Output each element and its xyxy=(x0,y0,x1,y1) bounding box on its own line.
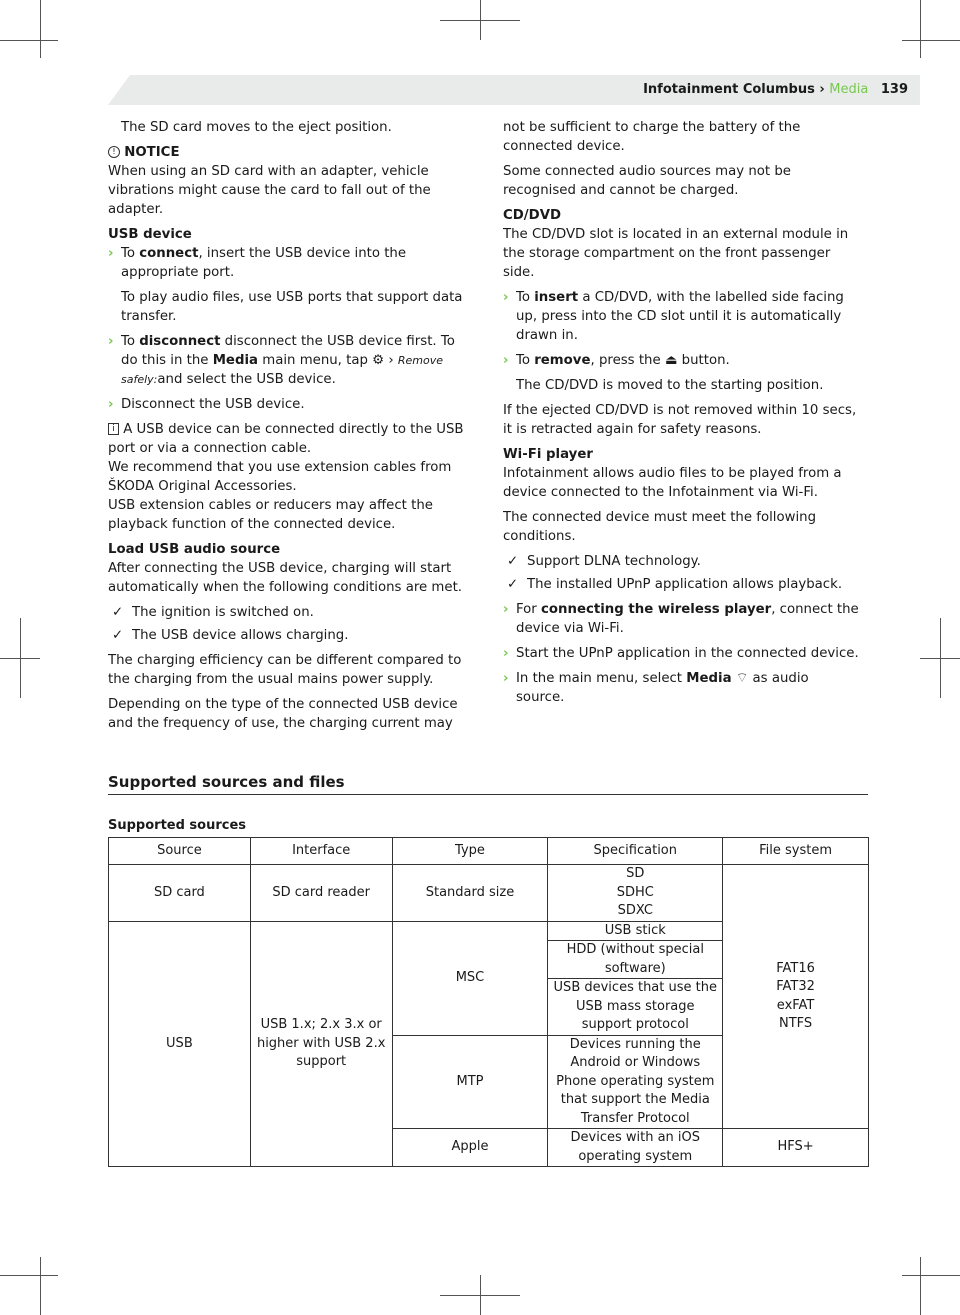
text: Media xyxy=(686,671,732,686)
text: The ignition is switched on. xyxy=(132,605,314,620)
cd-heading: CD/DVD xyxy=(503,208,562,223)
text: Media xyxy=(212,353,259,368)
text: and select the USB device. xyxy=(157,372,336,387)
fs-line: FAT16 xyxy=(776,960,815,976)
info-text-3: USB extension cables or reducers may affect the playback function of the connected device. xyxy=(108,498,433,532)
text: Support DLNA technology. xyxy=(527,554,701,569)
check-icon: ✓ xyxy=(112,628,124,643)
step-arrow-icon: › xyxy=(108,397,114,412)
text: disconnect xyxy=(139,334,221,349)
column-header: Source xyxy=(109,838,251,865)
text: a CD/DVD, with the labelled side facing up, press into the CD slot until it is automatically drawn in. xyxy=(516,290,844,343)
text: main menu, tap xyxy=(258,353,373,368)
cell-spec: Devices with an iOS operating system xyxy=(548,1129,723,1167)
notice-heading xyxy=(108,143,474,162)
condition-item xyxy=(503,575,859,594)
text: , connect the device via Wi-Fi. xyxy=(516,602,859,636)
usb-heading: USB device xyxy=(108,227,192,242)
fs-line: exFAT xyxy=(776,997,815,1013)
wifi-text: Infotainment allows audio files to be played from a device connected to the Infotainment via Wi-Fi. xyxy=(503,466,842,500)
table-row xyxy=(109,865,869,922)
text: The installed UPnP application allows playback. xyxy=(527,577,843,592)
info-icon: i xyxy=(108,423,119,435)
step-arrow-icon: › xyxy=(108,334,114,349)
cell-spec xyxy=(548,865,723,922)
text: connecting the wireless player xyxy=(541,602,772,617)
condition-item xyxy=(503,552,859,571)
column-header: Interface xyxy=(250,838,392,865)
sd-eject-text: The SD card moves to the eject position. xyxy=(121,120,392,135)
running-header xyxy=(643,82,908,97)
table-caption: Supported sources xyxy=(108,818,247,833)
column-header: Type xyxy=(392,838,548,865)
continued-text: not be sufficient to charge the battery of the connected device. xyxy=(503,120,801,154)
info-text-2: We recommend that you use extension cables from ŠKODA Original Accessories. xyxy=(108,460,452,494)
text: connect xyxy=(139,246,199,261)
usb-play-text: To play audio files, use USB ports that support data transfer. xyxy=(121,290,463,324)
step-arrow-icon: › xyxy=(503,290,509,305)
cd-moved-text: The CD/DVD is moved to the starting position. xyxy=(516,378,824,393)
cell-interface: USB 1.x; 2.x 3.x or higher with USB 2.x support xyxy=(250,921,392,1167)
supported-sources-table xyxy=(108,837,869,1167)
spec-line: SDXC xyxy=(617,903,653,918)
cd-text: The CD/DVD slot is located in an external module in the storage compartment on the front passenger side. xyxy=(503,227,849,280)
fs-line: FAT32 xyxy=(776,979,815,994)
chapter-title: Infotainment Columbus xyxy=(643,82,815,97)
text: as audio source. xyxy=(516,671,809,705)
cell-spec: USB devices that use the USB mass storage support protocol xyxy=(548,979,723,1036)
text: Start the UPnP application in the connected device. xyxy=(516,646,859,661)
cell-filesystem xyxy=(723,865,869,1129)
spec-line: SDHC xyxy=(616,884,654,900)
wifi-conditions-text: The connected device must meet the following conditions. xyxy=(503,510,817,544)
cell-interface: SD card reader xyxy=(250,865,392,922)
section-heading: Supported sources and files xyxy=(108,773,868,795)
arrow-icon: › xyxy=(388,353,394,368)
column-header: Specification xyxy=(548,838,723,865)
cell-filesystem: HFS+ xyxy=(723,1129,869,1167)
step-arrow-icon: › xyxy=(503,602,509,617)
menu-gear-icon: ⚙ xyxy=(372,353,385,368)
condition-item xyxy=(108,626,474,645)
cd-retract-text: If the ejected CD/DVD is not removed within 10 secs, it is retracted again for safety reasons. xyxy=(503,403,857,437)
table-header-row xyxy=(109,838,869,865)
text: Remove safely: xyxy=(121,354,444,386)
wifi-menu-step xyxy=(503,669,859,707)
load-heading: Load USB audio source xyxy=(108,542,281,557)
text: , press the ⏏ button. xyxy=(590,353,730,368)
efficiency-text: The charging efficiency can be different compared to the charging from the usual mains power supply. xyxy=(108,653,462,687)
step-arrow-icon: › xyxy=(503,353,509,368)
text: In the main menu, select xyxy=(516,671,687,686)
cell-spec: USB stick xyxy=(548,921,723,941)
info-text-1: A USB device can be connected directly to the USB port or via a connection cable. xyxy=(108,422,464,456)
spec-line: SD xyxy=(626,866,645,881)
step-arrow-icon: › xyxy=(503,671,509,686)
usb-disconnect-final-step xyxy=(108,395,474,414)
info-block xyxy=(108,420,474,534)
check-icon: ✓ xyxy=(507,554,519,569)
usb-connect-step xyxy=(108,244,474,282)
recognition-text: Some connected audio sources may not be recognised and cannot be charged. xyxy=(503,164,791,198)
cell-spec: Devices running the Android or Windows Phone operating system that support the Media Transfer Protocol xyxy=(548,1035,723,1129)
notice-icon: ! xyxy=(108,146,120,158)
text: To xyxy=(121,246,140,261)
notice-text: When using an SD card with an adapter, vehicle vibrations might cause the card to fall out of the adapter. xyxy=(108,164,431,217)
text: To xyxy=(516,290,535,305)
right-column xyxy=(503,118,859,713)
text: disconnect the USB device first. To do this in the xyxy=(121,334,455,368)
wifi-connect-step xyxy=(503,600,859,638)
page-number: 139 xyxy=(880,82,908,97)
load-text: After connecting the USB device, charging will start automatically when the following conditions are met. xyxy=(108,561,463,595)
cell-type: Standard size xyxy=(392,865,548,922)
left-column xyxy=(108,118,474,739)
cell-type: MTP xyxy=(392,1035,548,1129)
section-title: Media xyxy=(829,82,869,97)
text: To xyxy=(516,353,535,368)
condition-item xyxy=(108,603,474,622)
fs-line: NTFS xyxy=(779,1016,813,1031)
step-arrow-icon: › xyxy=(108,246,114,261)
cell-spec: HDD (without special software) xyxy=(548,941,723,979)
breadcrumb-separator: › xyxy=(819,82,825,97)
cell-source: USB xyxy=(109,921,251,1167)
text: Disconnect the USB device. xyxy=(121,397,305,412)
usb-disconnect-step xyxy=(108,332,474,389)
wifi-start-step xyxy=(503,644,859,663)
text: To xyxy=(121,334,140,349)
notice-title: NOTICE xyxy=(124,145,180,160)
cd-insert-step xyxy=(503,288,859,345)
column-header: File system xyxy=(723,838,869,865)
text: insert xyxy=(534,290,579,305)
step-arrow-icon: › xyxy=(503,646,509,661)
cd-remove-step xyxy=(503,351,859,370)
wifi-heading: Wi-Fi player xyxy=(503,447,593,462)
check-icon: ✓ xyxy=(507,577,519,592)
depend-text: Depending on the type of the connected USB device and the frequency of use, the charging current may xyxy=(108,697,458,731)
wifi-icon: ⌔ xyxy=(735,671,749,686)
cell-source: SD card xyxy=(109,865,251,922)
text: For xyxy=(516,602,542,617)
text: , insert the USB device into the appropriate port. xyxy=(121,246,407,280)
cell-type: Apple xyxy=(392,1129,548,1167)
check-icon: ✓ xyxy=(112,605,124,620)
cell-type: MSC xyxy=(392,921,548,1035)
text: remove xyxy=(534,353,591,368)
text: The USB device allows charging. xyxy=(132,628,349,643)
